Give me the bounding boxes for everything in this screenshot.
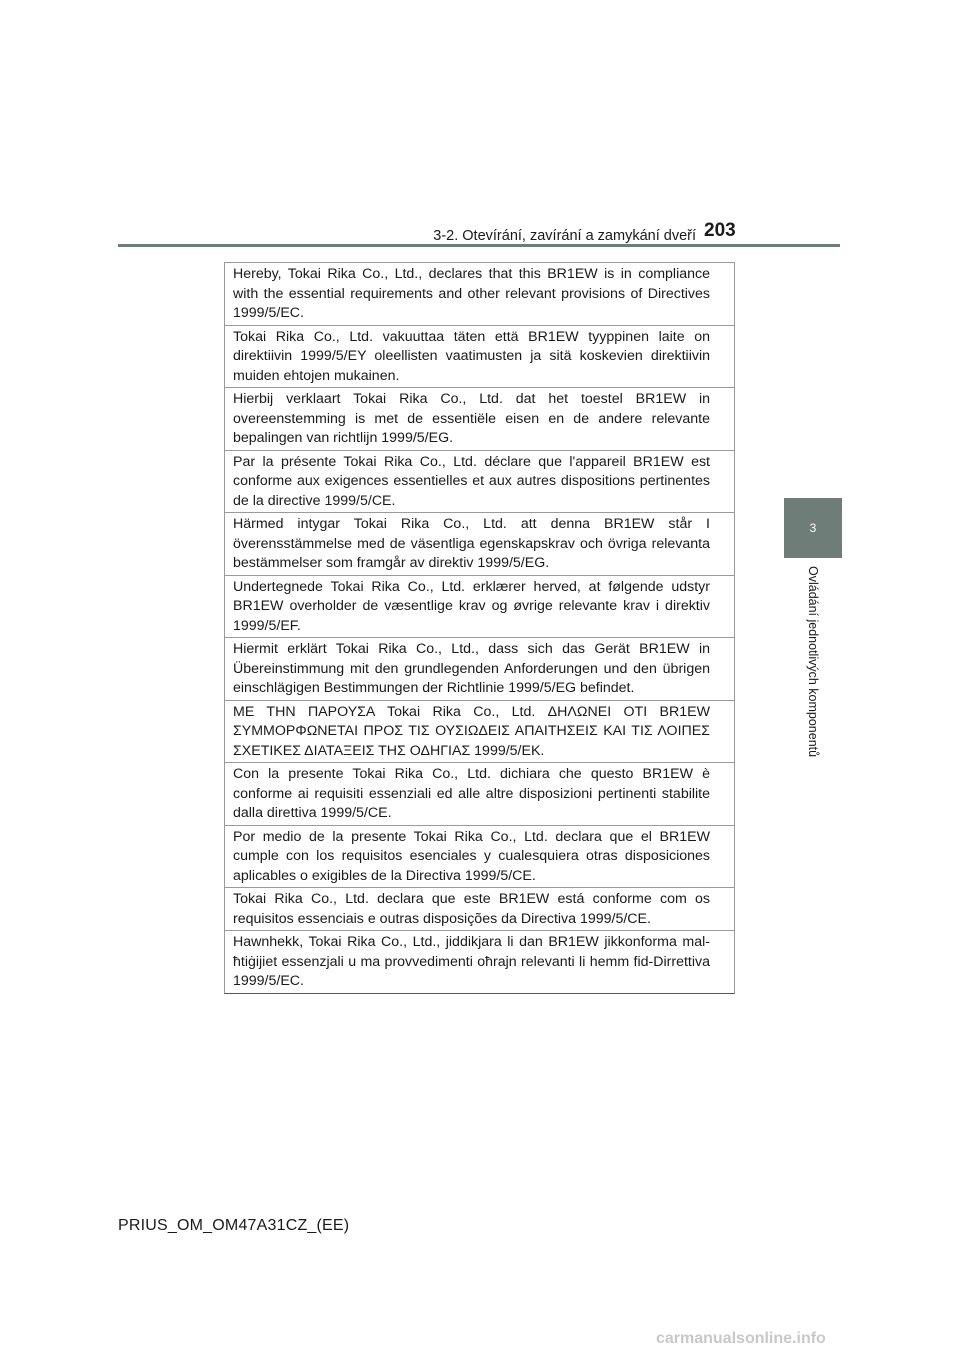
declaration-greek: ΜΕ ΤΗΝ ΠΑΡΟΥΣΑ Tokai Rika Co., Ltd. ΔΗΛΩΝΕΙ ΟΤΙ BR1EW ΣΥΜΜΟΡΦΩΝΕΤΑΙ ΠΡΟΣ ΤΙΣ ΟΥΣΙΩΔΕΙΣ ΑΠΑΙΤΗΣΕΙΣ ΚΑΙ ΤΙΣ ΛΟΙΠΕΣ ΣΧΕΤΙΚΕΣ ΔΙΑΤΑΞΕΙΣ ΤΗΣ ΟΔΗΓΙΑΣ 1999/5/ΕΚ. <box>225 701 734 764</box>
chapter-number: 3 <box>809 521 817 535</box>
declaration-maltese: Hawnhekk, Tokai Rika Co., Ltd., jiddikjara li dan BR1EW jikkonforma mal-ħtiġijiet essenzjali u ma provvedimenti oħrajn relevanti li hemm fid-Dirrettiva 1999/5/EC. <box>233 934 710 989</box>
chapter-title: Ovládání jednotlivých komponentů <box>806 566 820 758</box>
watermark: carmanualsonline.info <box>656 1330 826 1347</box>
declaration-swedish: Härmed intygar Tokai Rika Co., Ltd. att denna BR1EW står I överensstämmelse med de väsentliga egenskapskrav och övriga relevanta bestämmelser som framgår av direktiv 1999/5/EG. <box>225 513 734 576</box>
declaration-english: Hereby, Tokai Rika Co., Ltd., declares that this BR1EW is in compliance with the essential requirements and other relevant provisions of Directives 1999/5/EC. <box>225 263 734 326</box>
chapter-tab <box>784 498 842 558</box>
declaration-spanish: Por medio de la presente Tokai Rika Co., Ltd. declara que el BR1EW cumple con los requisitos esenciales y cualesquiera otras disposiciones aplicables o exigibles de la Directiva 1999/5/CE. <box>225 826 734 889</box>
header-divider <box>118 244 840 247</box>
declaration-table <box>224 262 735 994</box>
declaration-finnish: Tokai Rika Co., Ltd. vakuuttaa täten että BR1EW tyyppinen laite on direktiivin 1999/5/EY oleellisten vaatimusten ja sitä koskevien direktiivin muiden ehtojen mukainen. <box>225 326 734 389</box>
section-title: 3-2. Otevírání, zavírání a zamykání dveří <box>433 228 696 244</box>
declaration-italian: Con la presente Tokai Rika Co., Ltd. dichiara che questo BR1EW è conforme ai requisiti essenziali ed alle altre disposizioni pertinenti stabilite dalla direttiva 1999/5/CE. <box>225 763 734 826</box>
declaration-danish: Undertegnede Tokai Rika Co., Ltd. erklærer herved, at følgende udstyr BR1EW overholder de væsentlige krav og øvrige relevante krav i direktiv 1999/5/EF. <box>225 576 734 639</box>
declaration-dutch: Hierbij verklaart Tokai Rika Co., Ltd. dat het toestel BR1EW in overeenstemming is met de essentiële eisen en de andere relevante bepalingen van richtlijn 1999/5/EG. <box>225 388 734 451</box>
declaration-german: Hiermit erklärt Tokai Rika Co., Ltd., dass sich das Gerät BR1EW in Übereinstimmung mit den grundlegenden Anforderungen und den übrigen einschlägigen Bestimmungen der Richtlinie 1999/5/EG befindet. <box>225 638 734 701</box>
page-number: 203 <box>704 220 736 241</box>
document-code: PRIUS_OM_OM47A31CZ_(EE) <box>118 1217 350 1234</box>
declaration-french: Par la présente Tokai Rika Co., Ltd. déclare que l'appareil BR1EW est conforme aux exigences essentielles et aux autres dispositions pertinentes de la directive 1999/5/CE. <box>225 451 734 514</box>
declaration-portuguese: Tokai Rika Co., Ltd. declara que este BR1EW está conforme com os requisitos essenciais e outras disposições da Directiva 1999/5/CE. <box>225 888 734 931</box>
